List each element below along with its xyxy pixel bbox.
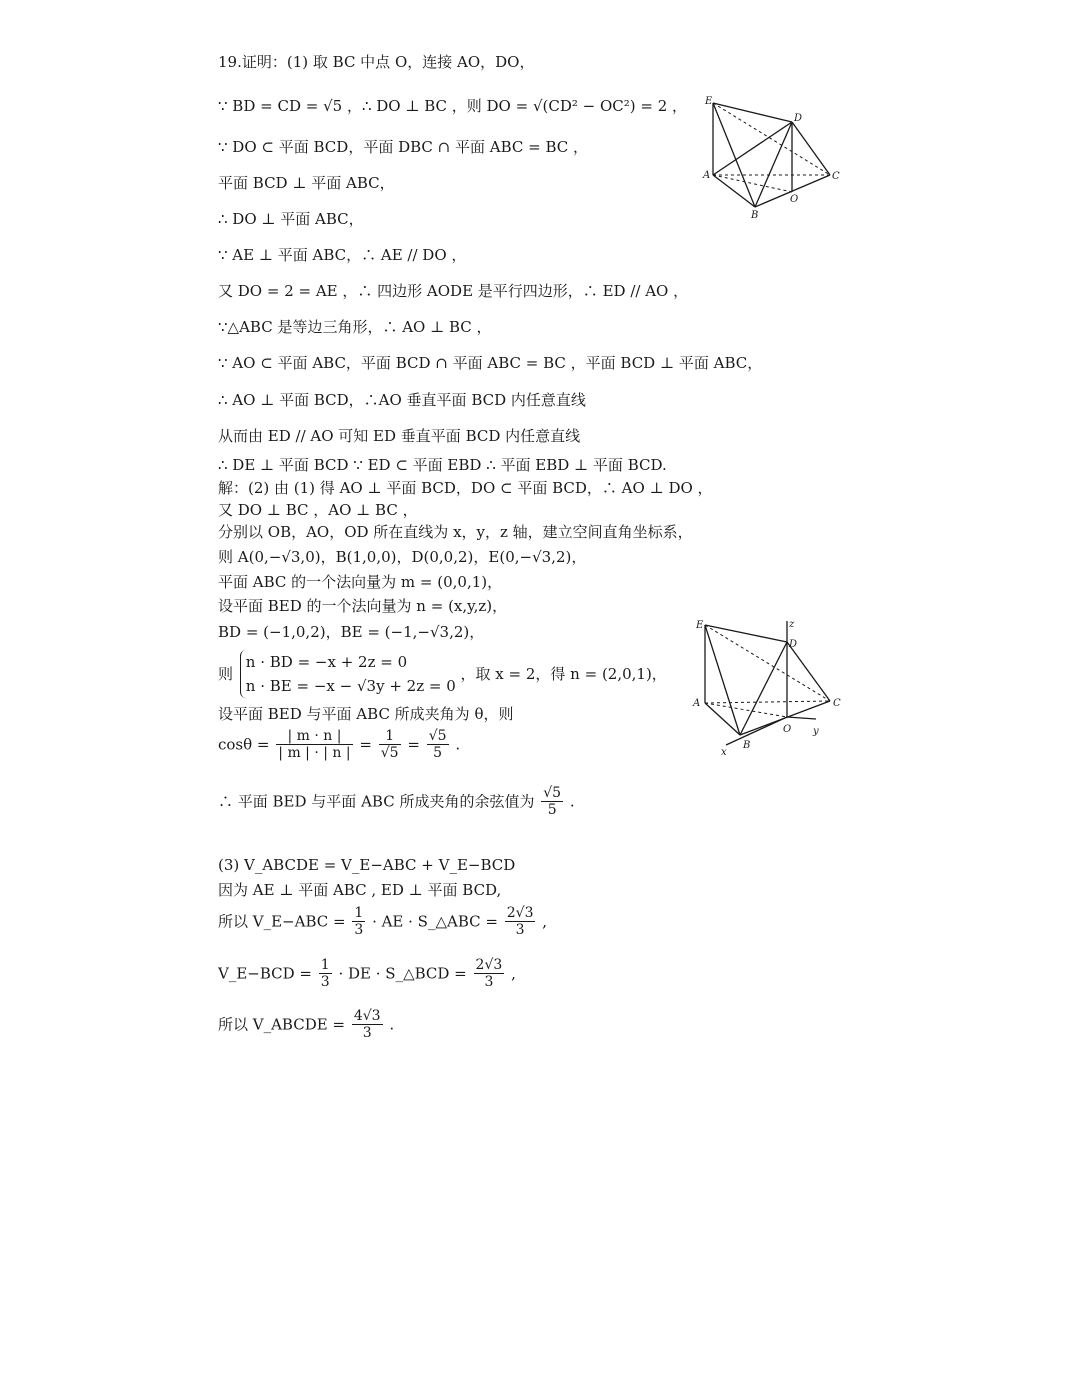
vol5-num: 4√3 (353, 1008, 381, 1024)
cos-f2-den: √5 (380, 745, 399, 761)
volume-line-1: (3) V_ABCDE = V_E−ABC + V_E−BCD (218, 856, 516, 874)
solution-line-6: 设平面 BED 的一个法向量为 n = (x,y,z)， (218, 597, 508, 615)
vol3-pre: 所以 V_E−ABC = (218, 912, 346, 931)
vol4-f1-num: 1 (320, 957, 330, 973)
proof-line-7: 又 DO = 2 = AE ，∴ 四边形 AODE 是平行四边形，∴ ED // AO ， (218, 282, 689, 300)
volume-line-2: 因为 AE ⊥ 平面 ABC , ED ⊥ 平面 BCD, (218, 881, 502, 899)
vol5-pre: 所以 V_ABCDE = (218, 1015, 346, 1034)
vol3-f2-num: 2√3 (506, 905, 534, 921)
vol3-fraction-1 (352, 905, 365, 938)
volume-line-5: 所以 V_ABCDE = $\frac{4√3}{3}$ . (218, 1008, 395, 1041)
proof-line-1: 19.证明：(1) 取 BC 中点 O，连接 AO，DO， (218, 53, 535, 71)
vol4-mid: · DE · S_△BCD = (338, 964, 467, 983)
fig2-label-x: x (721, 747, 727, 758)
system-eq-1: n · BD = −x + 2z = 0 (245, 653, 408, 671)
solution-conclusion: ∴ 平面 BED 与平面 ABC 所成夹角的余弦值为 $\frac{√5}{5}$ . (218, 785, 575, 818)
proof-line-4: 平面 BCD ⊥ 平面 ABC， (218, 174, 395, 192)
proof-line-10: ∴ AO ⊥ 平面 BCD，∴AO 垂直平面 BCD 内任意直线 (218, 391, 586, 409)
solution-line-7: BD = (−1,0,2)，BE = (−1,−√3,2)， (218, 623, 485, 641)
fig2-label-b: B (743, 740, 751, 751)
cos-f3-den: 5 (433, 745, 443, 761)
conclusion-den: 5 (547, 802, 557, 818)
fig2-label-z: z (789, 619, 795, 630)
fig1-label-c: C (832, 171, 840, 182)
vol5-fraction (352, 1008, 383, 1041)
vol3-fraction-2 (505, 905, 536, 938)
vol4-f1-den: 3 (320, 974, 330, 990)
solution-line-2: 又 DO ⊥ BC ，AO ⊥ BC ， (218, 501, 418, 519)
proof-line-3: ∵ DO ⊂ 平面 BCD，平面 DBC ∩ 平面 ABC = BC ， (218, 138, 589, 156)
conclusion-text: ∴ 平面 BED 与平面 ABC 所成夹角的余弦值为 (218, 792, 535, 811)
proof-line-6: ∵ AE ⊥ 平面 ABC，∴ AE // DO ， (218, 246, 467, 264)
cos-f2-num: 1 (379, 728, 401, 745)
solution-line-3: 分别以 OB，AO，OD 所在直线为 x，y，z 轴，建立空间直角坐标系， (218, 523, 693, 541)
cos-fraction-1 (276, 728, 352, 761)
vol3-f1-num: 1 (354, 905, 364, 921)
volume-line-3: 所以 V_E−ABC = $\frac{1}{3}$ · AE · S_△ABC = $\frac{2√3}{3}$ , (218, 905, 548, 938)
proof-line-5: ∴ DO ⊥ 平面 ABC， (218, 210, 364, 228)
system-eq-2: n · BE = −x − √3y + 2z = 0 (245, 677, 456, 695)
vol3-mid: · AE · S_△ABC = (372, 912, 498, 931)
vol4-f2-num: 2√3 (475, 957, 503, 973)
vol4-fraction-1 (319, 957, 332, 990)
proof-line-9: ∵ AO ⊂ 平面 ABC，平面 BCD ∩ 平面 ABC = BC ，平面 BCD ⊥ 平面 ABC， (218, 354, 763, 372)
cos-f1-den: | m | · | n | (278, 745, 351, 761)
fig2-label-y: y (813, 726, 819, 737)
fig1-label-o: O (790, 194, 799, 205)
vol4-f2-den: 3 (484, 974, 494, 990)
proof-line-2: ∵ BD = CD = √5 ，∴ DO ⊥ BC ，则 DO = √(CD² − OC²) = 2 ， (218, 97, 688, 115)
fig2-label-c: C (833, 698, 841, 709)
vol4-fraction-2 (474, 957, 505, 990)
conclusion-num: √5 (543, 785, 562, 801)
solution-line-1: 解：(2) 由 (1) 得 AO ⊥ 平面 BCD，DO ⊂ 平面 BCD，∴ AO ⊥ DO ， (218, 479, 713, 497)
cos-fraction-2 (379, 728, 401, 761)
vol3-f1-den: 3 (354, 922, 364, 938)
solution-line-5: 平面 ABC 的一个法向量为 m = (0,0,1)， (218, 573, 503, 591)
cosine-formula: cosθ = $\frac{| m \cdot n |}{| m | \cdot | n |}$ = $\frac{1}{√5}$ = $\frac{√5}{5}$ . (218, 728, 461, 761)
cos-eq-1: = (359, 735, 372, 754)
fig1-label-d: D (794, 113, 803, 124)
cos-lhs: cosθ = (218, 735, 270, 754)
fig1-label-b: B (751, 210, 759, 220)
proof-line-11: 从而由 ED // AO 可知 ED 垂直平面 BCD 内任意直线 (218, 427, 581, 445)
proof-line-8: ∵△ABC 是等边三角形，∴ AO ⊥ BC ， (218, 318, 492, 336)
geometry-figure-1 (700, 95, 850, 220)
proof-line-12: ∴ DE ⊥ 平面 BCD ∵ ED ⊂ 平面 EBD ∴ 平面 EBD ⊥ 平面 BCD. (218, 456, 667, 474)
vol4-pre: V_E−BCD = (218, 964, 312, 983)
equation-system (218, 650, 667, 698)
system-suffix: ，取 x = 2，得 n = (2,0,1)， (460, 665, 667, 683)
fig1-label-a: A (703, 170, 711, 181)
geometry-figure-2 (690, 615, 850, 760)
fig2-label-a: A (693, 698, 701, 709)
volume-line-4: V_E−BCD = $\frac{1}{3}$ · DE · S_△BCD = $\frac{2√3}{3}$ , (218, 957, 516, 990)
fig2-label-e: E (696, 620, 704, 631)
solution-line-4: 则 A(0,−√3,0)，B(1,0,0)，D(0,0,2)，E(0,−√3,2)， (218, 548, 587, 566)
vol3-f2-den: 3 (515, 922, 525, 938)
fig2-label-o: O (783, 724, 792, 735)
cos-fraction-3 (427, 728, 449, 761)
vol5-den: 3 (362, 1025, 372, 1041)
fig1-label-e: E (705, 96, 713, 107)
solution-line-8: 设平面 BED 与平面 ABC 所成夹角为 θ，则 (218, 705, 514, 723)
system-prefix: 则 (218, 665, 234, 683)
system-brace (240, 650, 456, 698)
cos-f1-num: | m · n | (276, 728, 352, 745)
fig2-label-d: D (789, 639, 798, 650)
conclusion-fraction (541, 785, 563, 818)
cos-f3-num: √5 (428, 728, 447, 744)
cos-eq-2: = (407, 735, 420, 754)
